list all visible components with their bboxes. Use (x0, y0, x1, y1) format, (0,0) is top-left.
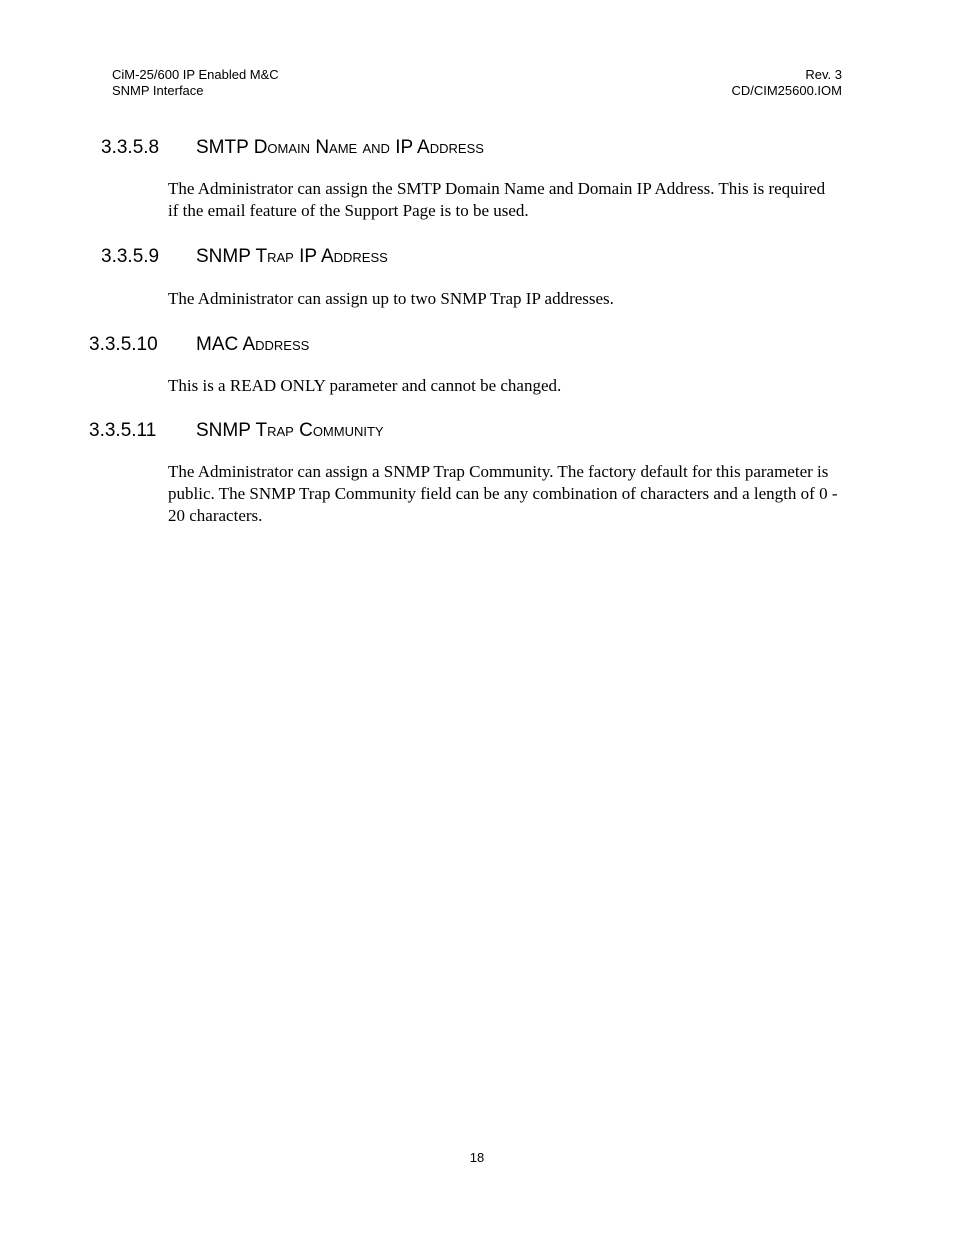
section-snmp-trap-community (0, 419, 954, 527)
section-number: 3.3.5.9 (101, 246, 160, 267)
header-revision: Rev. 3 (805, 67, 842, 82)
header-document-subtitle: SNMP Interface (112, 83, 204, 98)
section-number: 3.3.5.11 (89, 420, 157, 441)
section-paragraph: The Administrator can assign the SMTP Domain Name and Domain IP Address. This is required if the email feature of the Support Page is to be used. (168, 179, 826, 220)
section-title: SNMP Trap IP Address (196, 246, 388, 267)
page-number: 18 (469, 1150, 485, 1165)
section-heading (0, 333, 954, 357)
section-paragraph: The Administrator can assign a SNMP Trap Community. The factory default for this parameter is public. The SNMP Trap Community field can be any combination of characters and a length of 0 - 20 characters. (168, 462, 838, 525)
section-number: 3.3.5.10 (89, 334, 158, 355)
section-paragraph: The Administrator can assign up to two SNMP Trap IP addresses. (168, 289, 614, 308)
section-snmp-trap-ip (0, 245, 954, 310)
section-heading (0, 136, 954, 160)
section-heading (0, 245, 954, 269)
section-mac-address (0, 333, 954, 397)
section-title: SMTP Domain Name and IP Address (196, 137, 484, 158)
header-right (731, 67, 842, 99)
document-body (0, 136, 954, 527)
header-document-title: CiM-25/600 IP Enabled M&C (112, 67, 279, 82)
section-paragraph: This is a READ ONLY parameter and cannot be changed. (168, 376, 562, 395)
header-left (112, 67, 279, 99)
section-heading (0, 419, 954, 443)
section-title: MAC Address (196, 334, 310, 355)
section-smtp-domain (0, 136, 954, 222)
header-document-code: CD/CIM25600.IOM (731, 83, 842, 98)
section-title: SNMP Trap Community (196, 420, 384, 441)
section-number: 3.3.5.8 (101, 137, 160, 158)
